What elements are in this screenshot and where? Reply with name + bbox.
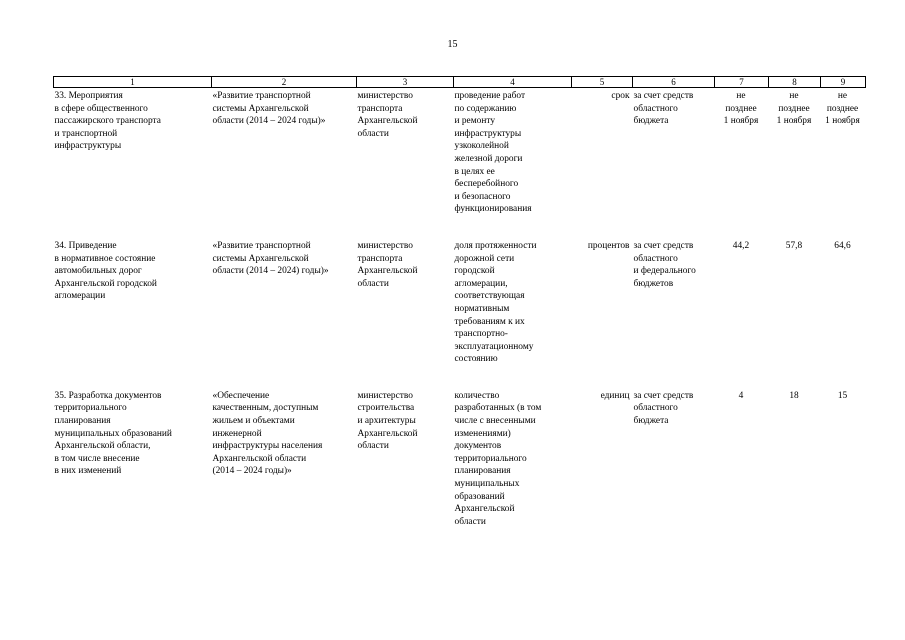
value-year-1: 4 [738,390,744,401]
value-year-2: не позднее 1 ноября [776,91,812,127]
col-header-8: 8 [769,77,821,88]
unit: единиц [600,390,630,401]
funding-source: за счет средств областного бюджета [633,390,694,427]
value-year-3: 64,6 [834,240,851,251]
table-row [54,88,866,238]
unit: срок [611,91,630,101]
unit: процентов [587,240,630,251]
measure-name: 35. Разработка документов территориального планирования муниципальных образований Архангельской области, в том числе внесение в них изменений [54,390,172,477]
col-header-7: 7 [715,77,769,88]
measure-name: 34. Приведение в нормативное состояние автомобильных дорог Архангельской городской агломерации [54,240,157,302]
table-row [54,388,866,529]
col-header-4: 4 [454,77,572,88]
col-header-6: 6 [633,77,715,88]
responsible-body: министерство строительства и архитектуры Архангельской области [357,390,418,452]
col-header-2: 2 [212,77,357,88]
page-number: 15 [447,39,458,50]
value-year-3: 15 [837,390,848,401]
program-table [53,76,866,528]
col-header-3: 3 [357,77,454,88]
responsible-body: министерство транспорта Архангельской области [357,240,418,289]
indicator-name: проведение работ по содержанию и ремонту инфраструктуры узкоколейной железной дороги в целях ее бесперебойного и безопасного функционирования [454,91,532,215]
value-year-2: 57,8 [785,240,803,251]
program-name: «Обеспечение качественным, доступным жильем и объектами инженерной инфраструктуры населения Архангельской области (2014 – 2024 годы)» [212,390,323,477]
header-row [54,77,866,88]
indicator-name: доля протяженности дорожной сети городской агломерации, соответствующая нормативным требованиям к их транспортно- эксплуатационному состоянию [454,240,537,365]
value-year-1: 44,2 [732,240,750,251]
col-header-1: 1 [54,77,212,88]
value-year-1: не позднее 1 ноября [723,91,759,127]
responsible-body: министерство транспорта Архангельской области [357,91,418,139]
value-year-3: не позднее 1 ноября [825,91,860,127]
funding-source: за счет средств областного и федерального бюджетов [633,240,696,289]
col-header-5: 5 [572,77,633,88]
value-year-2: 18 [789,390,799,401]
program-name: «Развитие транспортной системы Архангельской области (2014 – 2024) годы)» [212,240,329,277]
table-row [54,238,866,388]
indicator-name: количество разработанных (в том числе с внесенными изменениями) документов территориального планирования муниципальных образований Архангельской области [454,390,542,527]
col-header-9: 9 [821,77,866,88]
program-name: «Развитие транспортной системы Архангельской области (2014 – 2024 годы)» [212,91,326,127]
measure-name: 33. Мероприятия в сфере общественного пассажирского транспорта и транспортной инфраструктуры [54,91,161,152]
funding-source: за счет средств областного бюджета [633,91,694,127]
